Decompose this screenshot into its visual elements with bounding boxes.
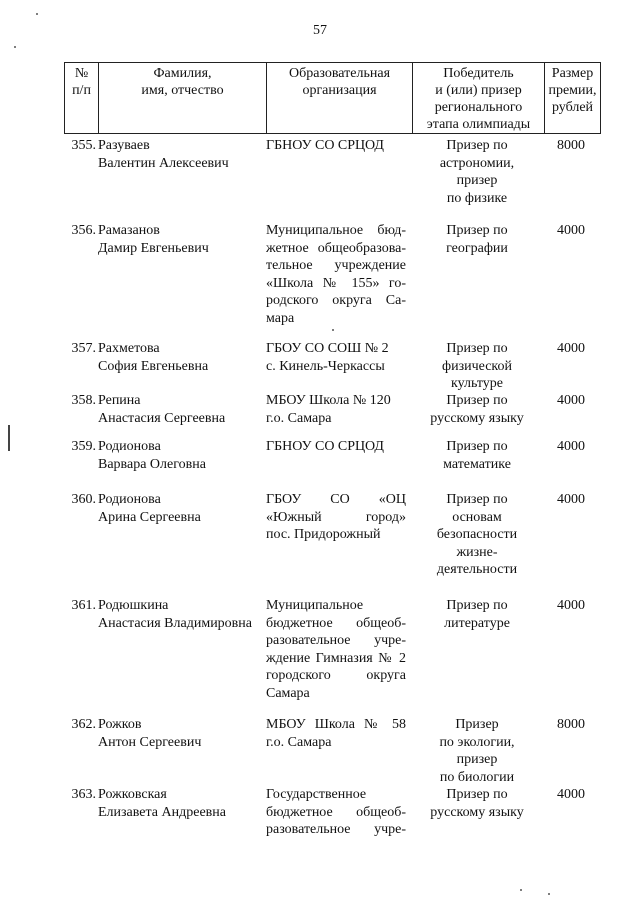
- olympiad-result: Призер по основам безопасности жизне- деятельности: [436, 492, 518, 577]
- olympiad-result: Призер по математике: [443, 439, 511, 472]
- organization: Муниципальное бюджетное общеоб- разовательное учре- ждение Гимназия № 2 городского округа Самара: [266, 598, 406, 701]
- organization: ГБНОУ СО СРЦОД: [266, 439, 384, 454]
- olympiad-result: Призер по русскому языку: [430, 787, 524, 820]
- scan-speck: [36, 13, 38, 15]
- student-name: Рожков Антон Сергеевич: [98, 717, 202, 750]
- prize-amount: 4000: [557, 223, 585, 238]
- prize-amount: 8000: [557, 717, 585, 732]
- organization: ГБОУ СО «ОЦ «Южный город» пос. Придорожный: [266, 492, 406, 542]
- organization: ГБОУ СО СОШ № 2 с. Кинель-Черкассы: [266, 341, 389, 374]
- header-name: Фамилия, имя, отчество: [99, 63, 267, 134]
- student-name: Родионова Варвара Олеговна: [98, 439, 206, 472]
- scan-speck: [332, 329, 334, 331]
- row-number: 358.: [71, 393, 96, 408]
- student-name: Родюшкина Анастасия Владимировна: [98, 598, 252, 631]
- organization: ГБНОУ СО СРЦОД: [266, 138, 384, 153]
- scan-speck: [548, 893, 550, 895]
- row-number: 355.: [71, 138, 96, 153]
- olympiad-result: Призер по физической культуре: [442, 341, 512, 391]
- table-header: [64, 62, 601, 134]
- header-num: № п/п: [65, 63, 99, 134]
- olympiad-result: Призер по астрономии, призер по физике: [439, 138, 515, 206]
- organization: МБОУ Школа № 120 г.о. Самара: [266, 393, 391, 426]
- student-name: Рамазанов Дамир Евгеньевич: [98, 223, 209, 256]
- student-name: Рахметова София Евгеньевна: [98, 341, 209, 374]
- prize-amount: 8000: [557, 138, 585, 153]
- olympiad-result: Призер по географии: [446, 223, 508, 256]
- student-name: Рожковская Елизавета Андреевна: [98, 787, 226, 820]
- row-number: 359.: [71, 439, 96, 454]
- row-number: 357.: [71, 341, 96, 356]
- row-number: 361.: [71, 598, 96, 613]
- prize-amount: 4000: [557, 393, 585, 408]
- olympiad-result: Призер по русскому языку: [430, 393, 524, 426]
- olympiad-result: Призер по литературе: [444, 598, 510, 631]
- prize-amount: 4000: [557, 492, 585, 507]
- header-prize: Размер премии, рублей: [545, 63, 601, 134]
- row-number: 363.: [71, 787, 96, 802]
- student-name: Разуваев Валентин Алексеевич: [98, 138, 229, 171]
- student-name: Репина Анастасия Сергеевна: [98, 393, 226, 426]
- header-org: Образовательная организация: [267, 63, 413, 134]
- organization: МБОУ Школа № 58 г.о. Самара: [266, 717, 406, 750]
- organization: Государственное бюджетное общеоб- разовательное учре-: [266, 787, 406, 837]
- prize-amount: 4000: [557, 787, 585, 802]
- olympiad-result: Призер по экологии, призер по биологии: [439, 717, 515, 785]
- scan-speck: [520, 889, 522, 891]
- header-winner: Победитель и (или) призер регионального этапа олимпиады: [413, 63, 545, 134]
- prize-amount: 4000: [557, 439, 585, 454]
- row-number: 356.: [71, 223, 96, 238]
- prize-amount: 4000: [557, 598, 585, 613]
- header-row: [65, 63, 601, 134]
- prize-amount: 4000: [557, 341, 585, 356]
- page-number: 57: [313, 23, 327, 38]
- organization: Муниципальное бюд- жетное общеобразова- тельное учреждение «Школа № 155» го- родского округа Са- мара: [266, 223, 406, 326]
- student-name: Родионова Арина Сергеевна: [98, 492, 201, 525]
- row-number: 360.: [71, 492, 96, 507]
- row-number: 362.: [71, 717, 96, 732]
- scan-margin-mark: [8, 425, 10, 451]
- scan-speck: [14, 46, 16, 48]
